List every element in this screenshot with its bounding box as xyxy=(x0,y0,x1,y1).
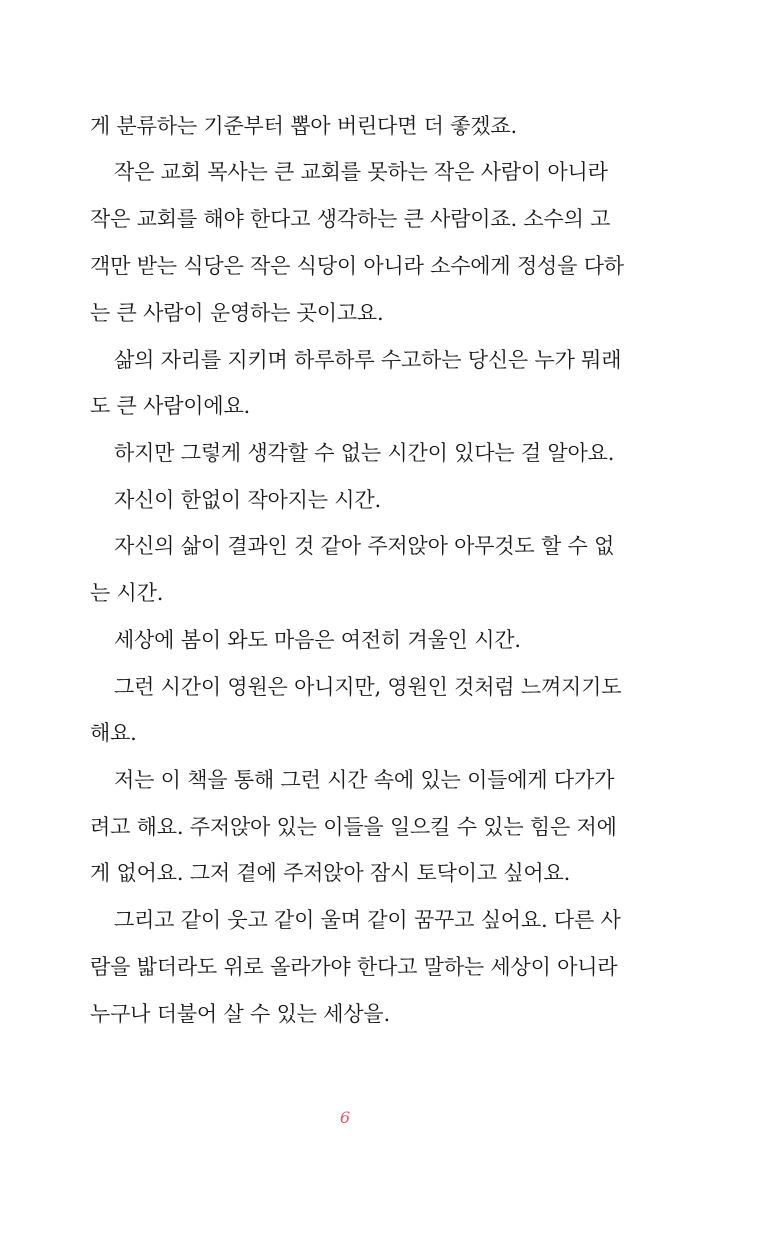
text-line: 자신이 한없이 작아지는 시간. xyxy=(114,488,381,512)
page-number: 6 xyxy=(339,1108,351,1127)
text-line: 는 시간. xyxy=(90,581,164,605)
text-line: 그런 시간이 영원은 아니지만, 영원인 것처럼 느껴지기도 xyxy=(114,675,622,699)
text-line: 하지만 그렇게 생각할 수 없는 시간이 있다는 걸 알아요. xyxy=(114,441,615,465)
text-line: 객만 받는 식당은 작은 식당이 아니라 소수에게 정성을 다하 xyxy=(90,254,624,278)
text-line: 게 분류하는 기준부터 뽑아 버린다면 더 좋겠죠. xyxy=(90,114,517,138)
text-line: 게 없어요. 그저 곁에 주저앉아 잠시 토닥이고 싶어요. xyxy=(90,861,571,885)
text-line: 자신의 삶이 결과인 것 같아 주저앉아 아무것도 할 수 없 xyxy=(114,534,615,558)
text-line: 도 큰 사람이에요. xyxy=(90,394,251,418)
text-line: 해요. xyxy=(90,721,137,745)
text-line: 는 큰 사람이 운영하는 곳이고요. xyxy=(90,301,384,325)
text-line: 그리고 같이 웃고 같이 울며 같이 꿈꾸고 싶어요. 다른 사 xyxy=(114,908,621,932)
text-line: 작은 교회를 해야 한다고 생각하는 큰 사람이죠. 소수의 고 xyxy=(90,207,611,231)
text-line: 세상에 봄이 와도 마음은 여전히 겨울인 시간. xyxy=(114,628,521,652)
text-line: 저는 이 책을 통해 그런 시간 속에 있는 이들에게 다가가 xyxy=(114,768,615,792)
text-line: 람을 밟더라도 위로 올라가야 한다고 말하는 세상이 아니라 xyxy=(90,955,618,979)
text-line: 삶의 자리를 지키며 하루하루 수고하는 당신은 누가 뭐래 xyxy=(114,348,622,372)
text-line: 작은 교회 목사는 큰 교회를 못하는 작은 사람이 아니라 xyxy=(114,160,608,184)
text-line: 려고 해요. 주저앉아 있는 이들을 일으킬 수 있는 힘은 저에 xyxy=(90,815,617,839)
text-line: 누구나 더불어 살 수 있는 세상을. xyxy=(90,1002,390,1026)
